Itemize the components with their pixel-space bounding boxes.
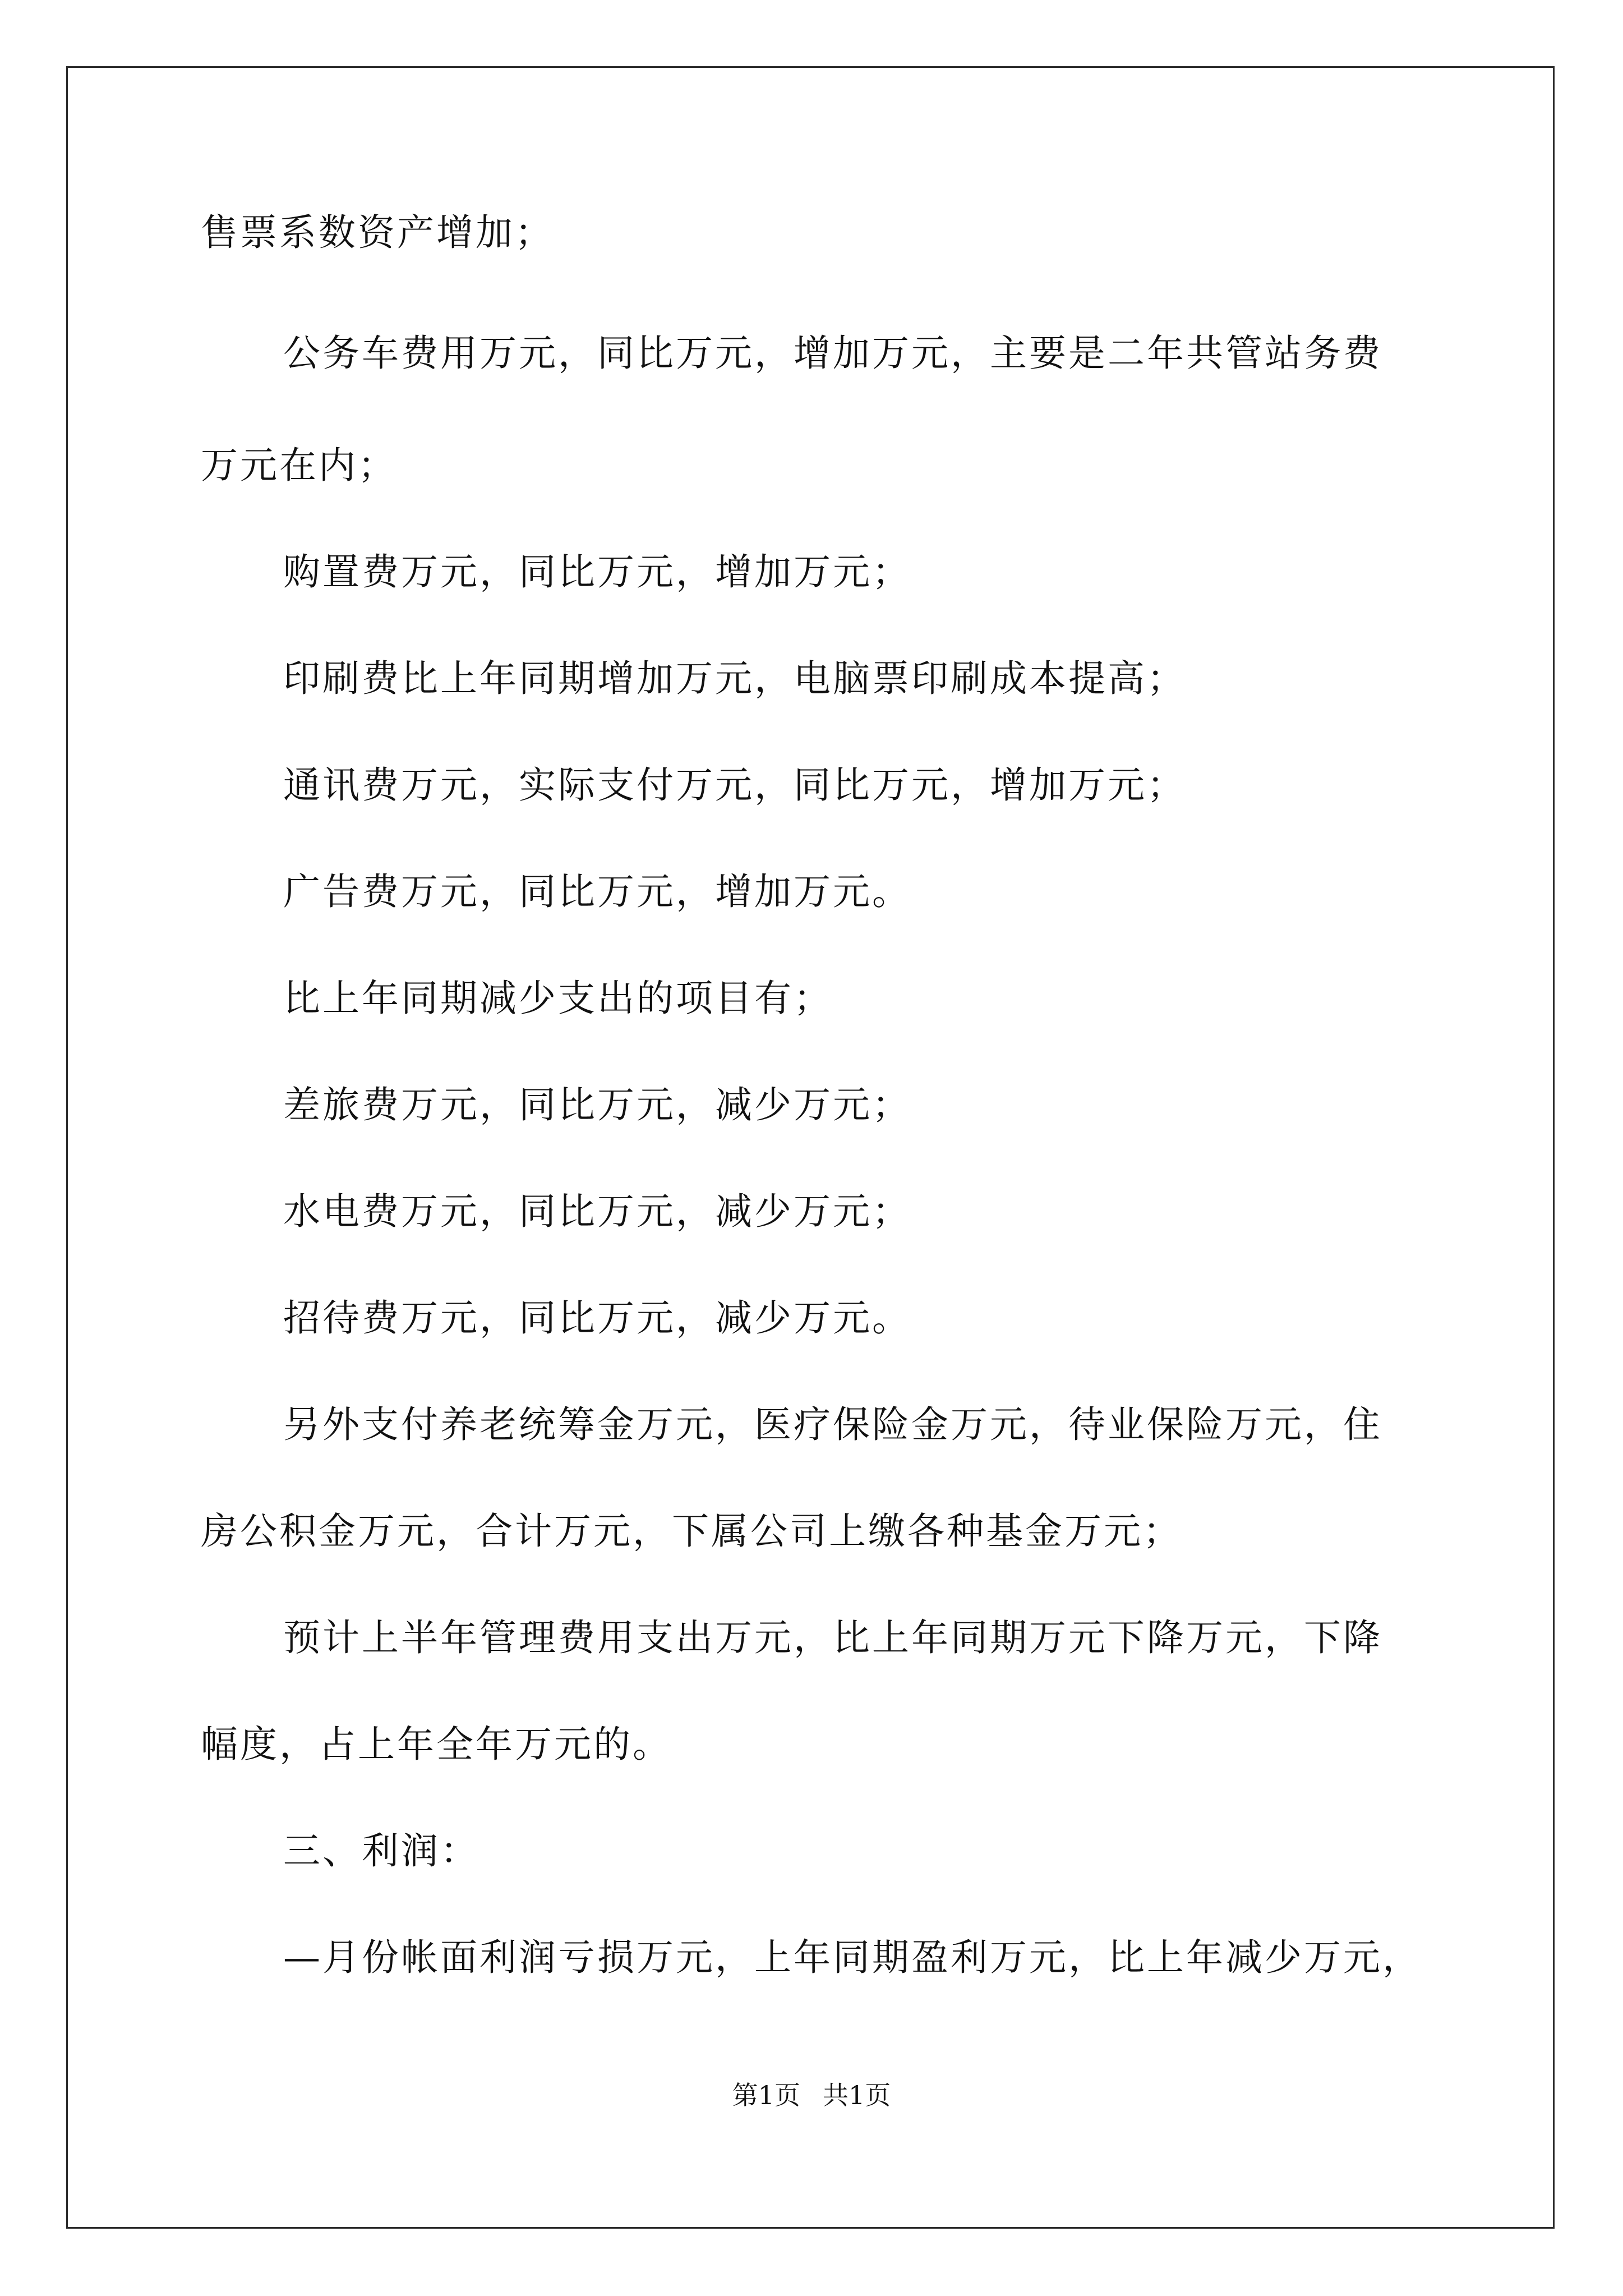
text-line: 水电费万元，同比万元，减少万元；	[283, 1190, 911, 1233]
text-line: 购置费万元，同比万元，增加万元；	[283, 550, 911, 593]
text-line: 印刷费比上年同期增加万元，电脑票印刷成本提高；	[283, 657, 1186, 700]
text-line: 广告费万元，同比万元，增加万元。	[283, 870, 911, 913]
text-line: 万元在内；	[201, 444, 397, 487]
text-line: 预计上半年管理费用支出万元，比上年同期万元下降万元，下降	[283, 1616, 1382, 1659]
page-border	[66, 66, 1555, 2229]
text-line: 比上年同期减少支出的项目有；	[283, 977, 833, 1020]
text-line: 幅度，占上年全年万元的。	[201, 1723, 672, 1766]
text-line: 房公积金万元，合计万元，下属公司上缴各种基金万元；	[201, 1510, 1182, 1553]
text-line: 售票系数资产增加；	[201, 211, 554, 254]
section-heading: 三、利润：	[283, 1829, 479, 1872]
text-line: 公务车费用万元，同比万元，增加万元，主要是二年共管站务费	[283, 332, 1382, 375]
page-total: 共1页	[823, 2080, 891, 2110]
text-line: 招待费万元，同比万元，减少万元。	[283, 1296, 911, 1340]
page-number: 第1页	[732, 2080, 800, 2110]
text-line: 通讯费万元，实际支付万元，同比万元，增加万元；	[283, 763, 1186, 807]
text-line: 另外支付养老统筹金万元，医疗保险金万元，待业保险万元，住	[283, 1403, 1382, 1446]
page-footer	[0, 2078, 1623, 2112]
text-line: —月份帐面利润亏损万元，上年同期盈利万元，比上年减少万元，	[283, 1936, 1422, 1979]
text-line: 差旅费万元，同比万元，减少万元；	[283, 1083, 911, 1126]
